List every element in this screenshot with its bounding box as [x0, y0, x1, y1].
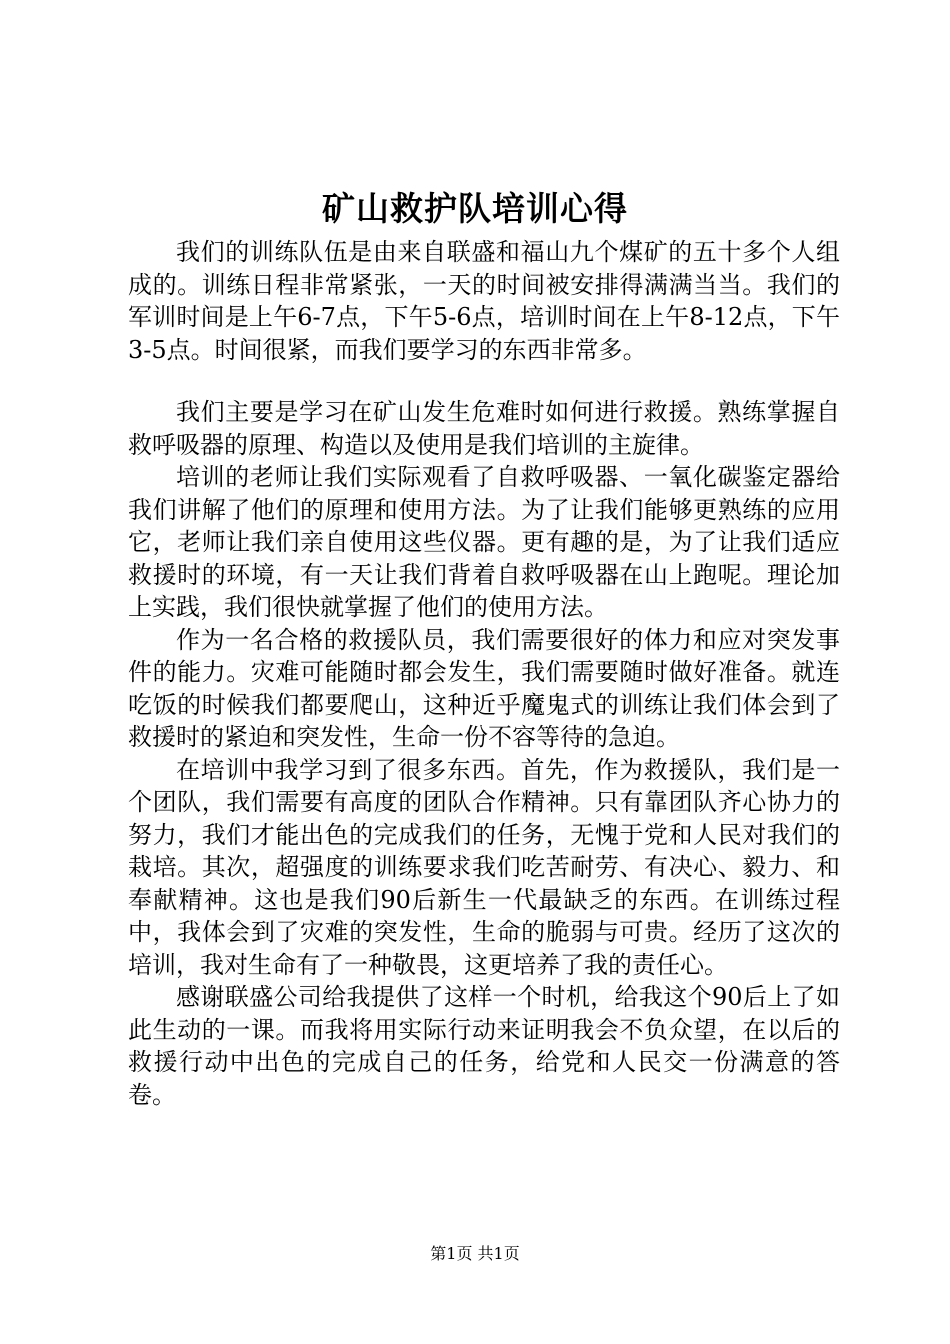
paragraph-3: 培训的老师让我们实际观看了自救呼吸器、一氧化碳鉴定器给我们讲解了他们的原理和使用方法。为了让我们能够更熟练的应用它，老师让我们亲自使用这些仪器。更有趣的是，为了让我们适应救援时的环境，有一天让我们背着自救呼吸器在山上跑呢。理论加上实践，我们很快就掌握了他们的使用方法。 — [128, 463, 840, 621]
document-title: 矿山救护队培训心得 — [322, 189, 628, 228]
page-footer: 第1页 共1页 — [430, 1244, 520, 1263]
paragraph-6: 感谢联盛公司给我提供了这样一个时机，给我这个90后上了如此生动的一课。而我将用实际行动来证明我会不负众望，在以后的救援行动中出色的完成自己的任务，给党和人民交一份满意的答卷。 — [128, 983, 840, 1109]
document-body — [128, 236, 840, 1111]
paragraph-4: 作为一名合格的救援队员，我们需要很好的体力和应对突发事件的能力。灾难可能随时都会发生，我们需要随时做好准备。就连吃饭的时候我们都要爬山，这种近乎魔鬼式的训练让我们体会到了救援时的紧迫和突发性，生命一份不容等待的急迫。 — [128, 625, 840, 751]
paragraph-1: 我们的训练队伍是由来自联盛和福山九个煤矿的五十多个人组成的。训练日程非常紧张，一天的时间被安排得满满当当。我们的军训时间是上午6-7点，下午5-6点，培训时间在上午8-12点，下午3-5点。时间很紧，而我们要学习的东西非常多。 — [128, 238, 840, 364]
paragraph-2: 我们主要是学习在矿山发生危难时如何进行救援。熟练掌握自救呼吸器的原理、构造以及使用是我们培训的主旋律。 — [128, 398, 840, 459]
paragraph-5: 在培训中我学习到了很多东西。首先，作为救援队，我们是一个团队，我们需要有高度的团队合作精神。只有靠团队齐心协力的努力，我们才能出色的完成我们的任务，无愧于党和人民对我们的栽培。其次，超强度的训练要求我们吃苦耐劳、有决心、毅力、和奉献精神。这也是我们90后新生一代最缺乏的东西。在训练过程中，我体会到了灾难的突发性，生命的脆弱与可贵。经历了这次的培训，我对生命有了一种敬畏，这更培养了我的责任心。 — [128, 755, 840, 979]
